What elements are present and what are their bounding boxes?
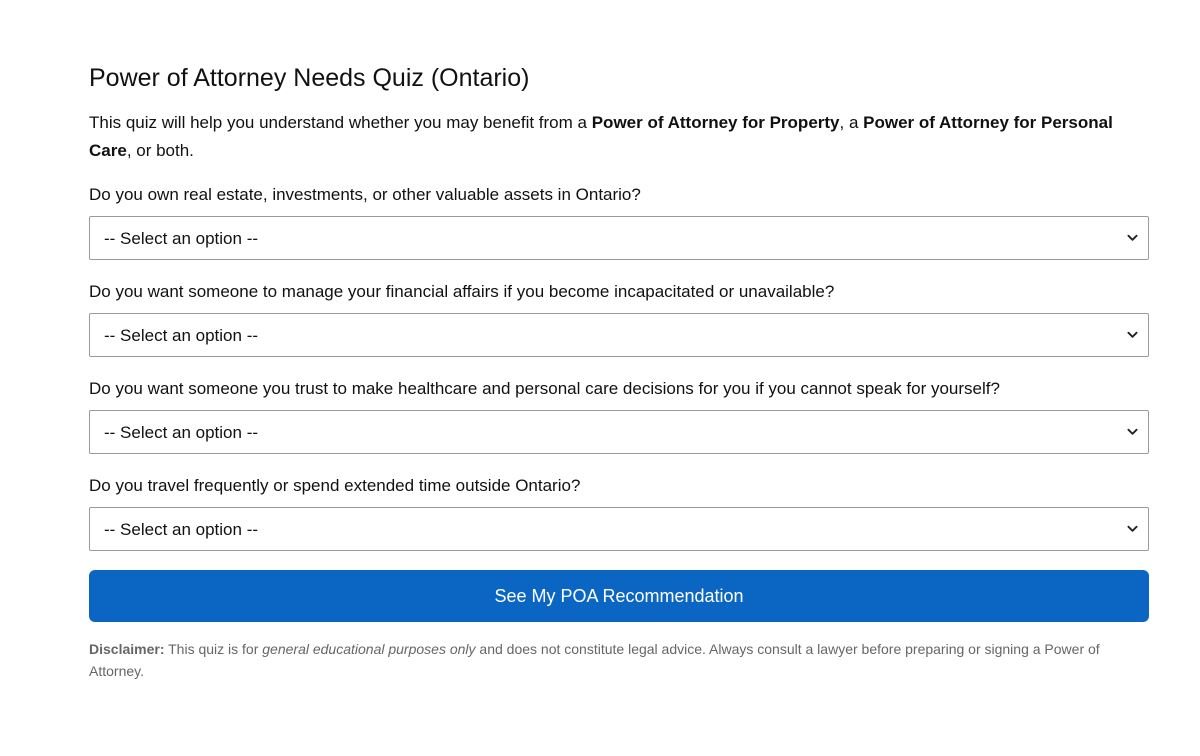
answer-select[interactable] <box>90 508 1148 550</box>
intro-part1: This quiz will help you understand whether you may benefit from a <box>89 113 592 132</box>
answer-dropdown[interactable] <box>89 507 1149 551</box>
answer-dropdown[interactable] <box>89 313 1149 357</box>
answer-select[interactable] <box>90 314 1148 356</box>
question-financial <box>89 280 1149 357</box>
intro-part2: , a <box>839 113 864 132</box>
intro-part3: , or both. <box>126 141 194 160</box>
poa-quiz <box>89 60 1149 696</box>
page-title: Power of Attorney Needs Quiz (Ontario) <box>89 64 530 92</box>
intro-text <box>89 109 1149 165</box>
question-label: Do you want someone to manage your financial affairs if you become incapacitated or unavailable? <box>89 282 835 301</box>
intro-bold-property: Power of Attorney for Property <box>591 113 840 132</box>
question-travel <box>89 474 1149 551</box>
intro-bold-personal-care: Power of Attorney for Personal Care <box>89 113 1113 160</box>
question-assets <box>89 183 1149 260</box>
question-label: Do you want someone you trust to make healthcare and personal care decisions for you if you cannot speak for yourself? <box>89 379 1000 398</box>
disclaimer-label: Disclaimer: <box>89 641 165 657</box>
disclaimer-text <box>89 638 1149 682</box>
question-label: Do you travel frequently or spend extended time outside Ontario? <box>89 476 581 495</box>
disclaimer-part2: and does not constitute legal advice. Always consult a lawyer before preparing or signing a Power of Attorney. <box>89 641 1100 679</box>
answer-select[interactable] <box>90 411 1148 453</box>
see-recommendation-button[interactable]: See My POA Recommendation <box>89 570 1149 622</box>
question-personal-care <box>89 377 1149 454</box>
question-label: Do you own real estate, investments, or other valuable assets in Ontario? <box>89 185 641 204</box>
answer-dropdown[interactable] <box>89 216 1149 260</box>
answer-dropdown[interactable] <box>89 410 1149 454</box>
answer-select[interactable] <box>90 217 1148 259</box>
disclaimer-italic: general educational purposes only <box>262 641 476 657</box>
disclaimer-part1: This quiz is for <box>164 641 263 657</box>
